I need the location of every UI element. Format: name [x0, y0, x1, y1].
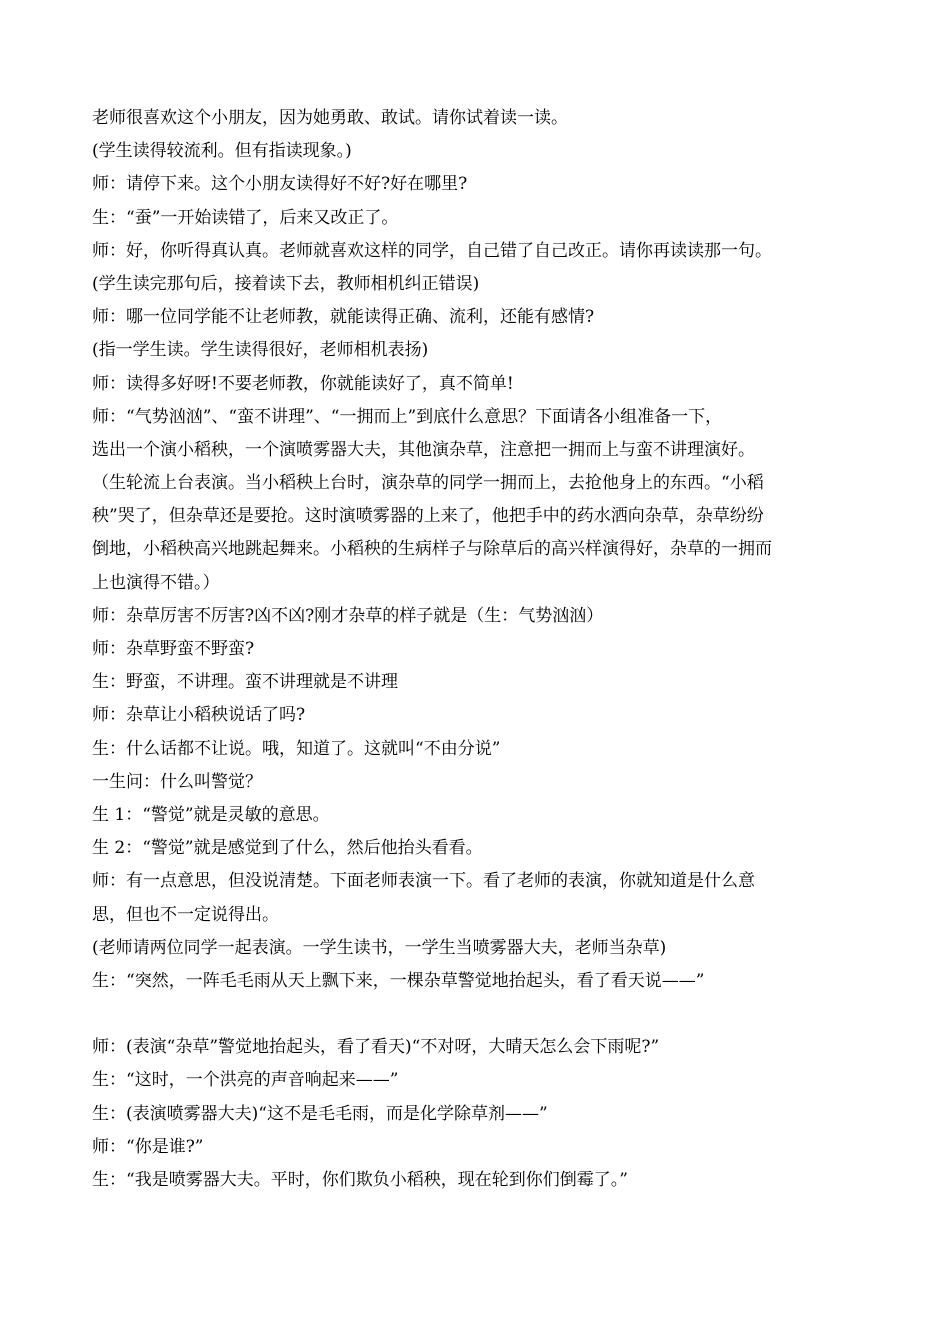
text-line: 生：“我是喷雾器大夫。平时，你们欺负小稻秧，现在轮到你们倒霉了。”: [92, 1170, 628, 1190]
text-line: 师：读得多好呀!不要老师教，你就能读好了，真不简单!: [92, 373, 514, 394]
text-line: 秧”哭了，但杂草还是要抢。这时演喷雾器的上来了，他把手中的药水洒向杂草，杂草纷纷: [92, 506, 764, 527]
text-line: (老师请两位同学一起表演。一学生读书，一学生当喷雾器大夫，老师当杂草): [92, 937, 667, 958]
blank-line: [92, 998, 862, 1031]
text-line: 生：“这时，一个洪亮的声音响起来——”: [92, 1070, 399, 1091]
text-line: (指一学生读。学生读得很好，老师相机表扬): [92, 340, 429, 361]
text-line: （生轮流上台表演。当小稻秧上台时，演杂草的同学一拥而上，去抢他身上的东西。“小稻: [92, 473, 764, 494]
text-line: 师：好，你听得真认真。老师就喜欢这样的同学，自己错了自己改正。请你再读读那一句。: [92, 240, 772, 261]
text-line: 师：杂草让小稻秧说话了吗?: [92, 705, 306, 726]
text-line: 师：“你是谁?”: [92, 1136, 204, 1157]
text-line: 师：哪一位同学能不让老师教，就能读得正确、流利，还能有感情?: [92, 307, 595, 328]
text-line: 生：(表演喷雾器大夫)“这不是毛毛雨，而是化学除草剂——”: [92, 1103, 548, 1124]
text-line: (学生读得较流利。但有指读现象。): [92, 141, 352, 162]
text-line: 上也演得不错。）: [92, 572, 220, 593]
text-line: 生：“蚕”一开始读错了，后来又改正了。: [92, 207, 399, 228]
text-line: 师：“气势汹汹”、“蛮不讲理”、“一拥而上”到底什么意思？下面请各小组准备一下，: [92, 406, 723, 427]
text-line: 倒地，小稻秧高兴地跳起舞来。小稻秧的生病样子与除草后的高兴样演得好，杂草的一拥而: [92, 539, 772, 560]
text-line: 思，但也不一定说得出。: [92, 904, 279, 925]
text-line: 选出一个演小稻秧，一个演喷雾器大夫，其他演杂草，注意把一拥而上与蛮不讲理演好。: [92, 439, 755, 460]
document-body: [92, 102, 862, 1197]
text-line: 生：野蛮，不讲理。蛮不讲理就是不讲理: [92, 672, 398, 693]
text-line: 师：(表演“杂草”警觉地抬起头，看了看天)“不对呀，大晴天怎么会下雨呢?”: [92, 1037, 660, 1058]
text-line: 一生问：什么叫警觉？: [92, 771, 262, 792]
text-line: (学生读完那句后，接着读下去，教师相机纠正错误): [92, 273, 480, 294]
text-line: 师：请停下来。这个小朋友读得好不好?好在哪里?: [92, 174, 468, 195]
text-line: 生：“突然，一阵毛毛雨从天上飘下来，一棵杂草警觉地抬起头，看了看天说——”: [92, 970, 705, 991]
text-line: 师：杂草野蛮不野蛮?: [92, 639, 255, 659]
text-line: 生：什么话都不让说。哦，知道了。这就叫“不由分说”: [92, 738, 501, 759]
text-line: 生 2：“警觉”就是感觉到了什么，然后他抬头看看。: [92, 838, 483, 859]
text-line: 师：杂草厉害不厉害?凶不凶?刚才杂草的样子就是（生：气势汹汹）: [92, 605, 604, 626]
text-line: 老师很喜欢这个小朋友，因为她勇敢、敢试。请你试着读一读。: [92, 108, 568, 128]
text-line: 师：有一点意思，但没说清楚。下面老师表演一下。看了老师的表演，你就知道是什么意: [92, 871, 755, 892]
text-line: 生 1：“警觉”就是灵敏的意思。: [92, 804, 330, 825]
